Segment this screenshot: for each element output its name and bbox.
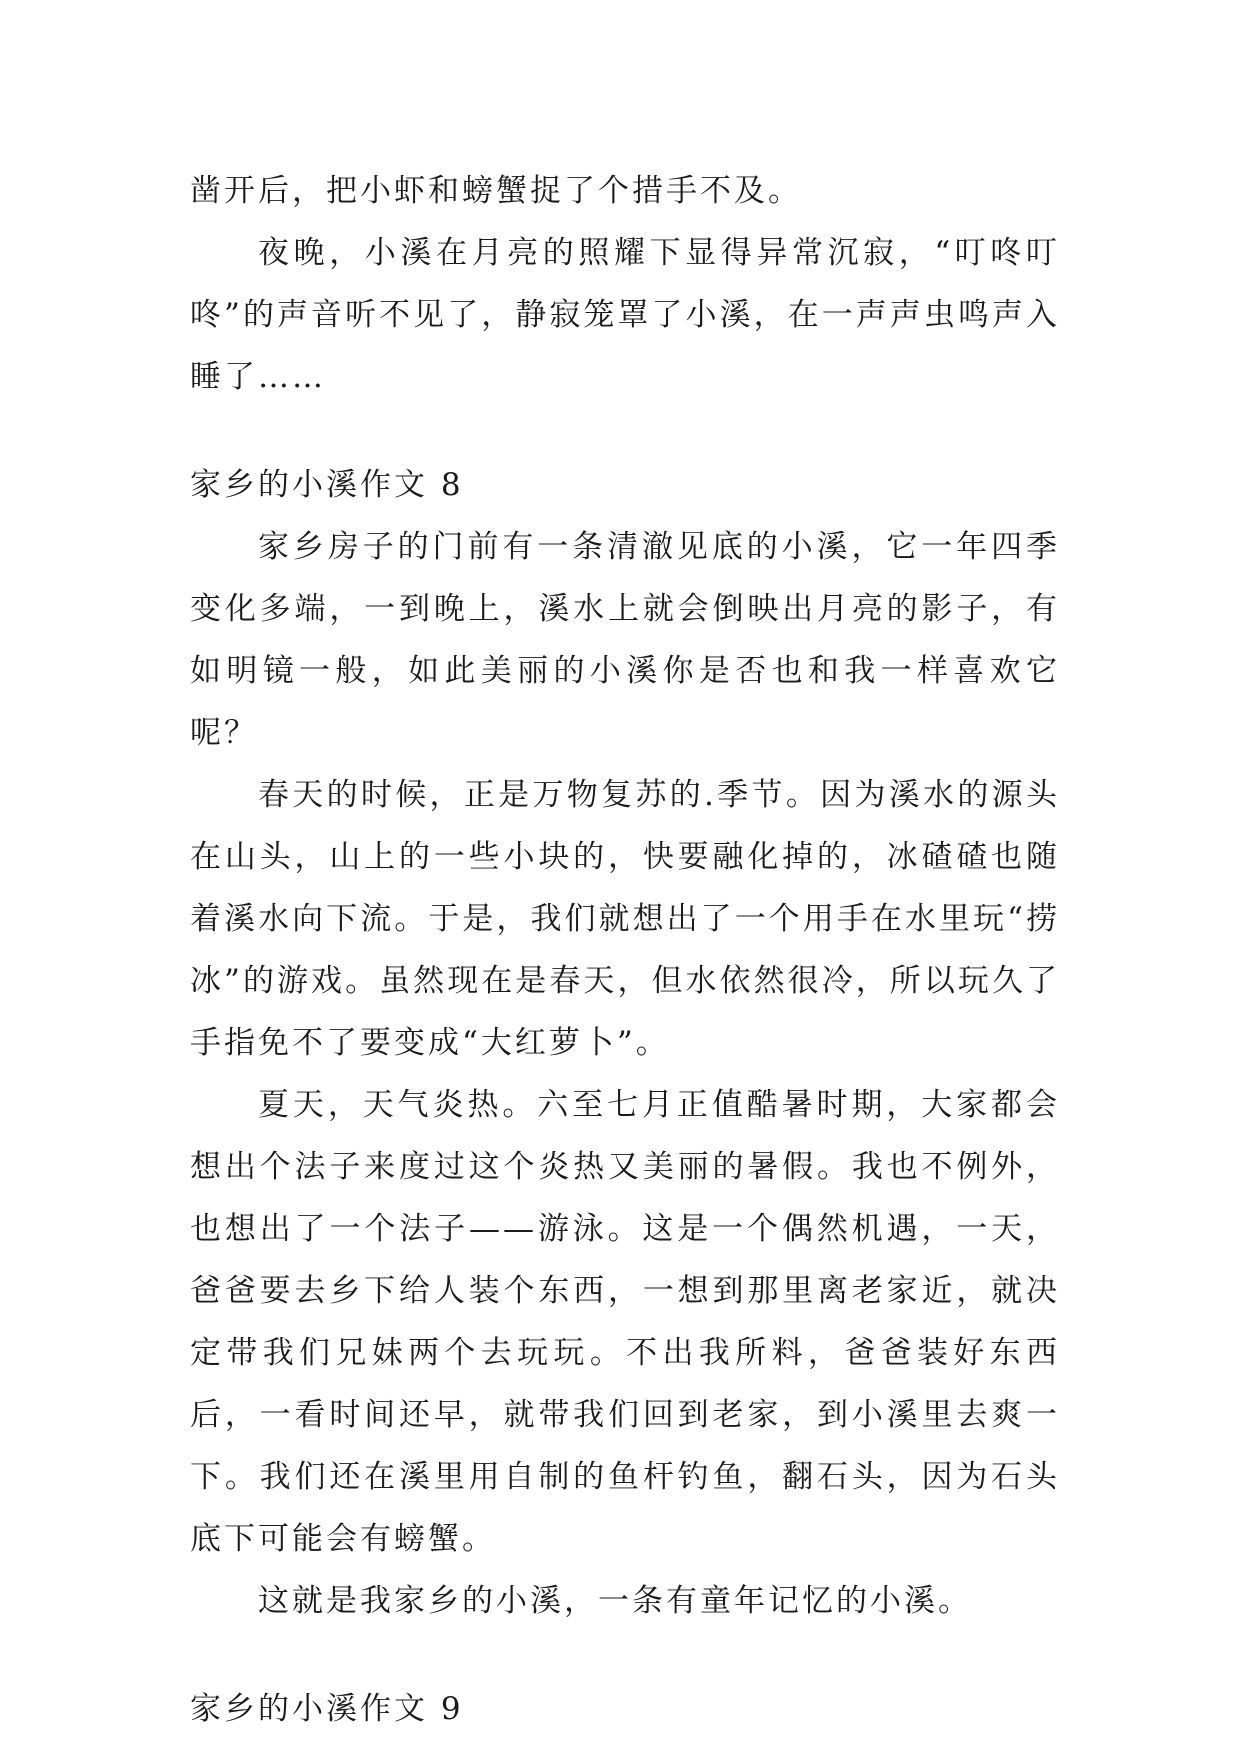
section-heading-8: 家乡的小溪作文 8 <box>190 467 464 503</box>
document-body <box>190 160 1060 1740</box>
section-gap <box>190 1632 1060 1678</box>
paragraph-summer: 夏天，天气炎热。六至七月正值酷暑时期，大家都会想出个法子来度过这个炎热又美丽的暑假。我也不例外，也想出了一个法子——游泳。这是一个偶然机遇，一天，爸爸要去乡下给人装个东西，一想到那里离老家近，就决定带我们兄妹两个去玩玩。不出我所料，爸爸装好东西后，一看时间还早，就带我们回到老家，到小溪里去爽一下。我们还在溪里用自制的鱼杆钓鱼，翻石头，因为石头底下可能会有螃蟹。 <box>190 1087 1060 1557</box>
paragraph-conclusion: 这就是我家乡的小溪，一条有童年记忆的小溪。 <box>258 1583 972 1619</box>
paragraph-intro: 家乡房子的门前有一条清澈见底的小溪，它一年四季变化多端，一到晚上，溪水上就会倒映出月亮的影子，有如明镜一般，如此美丽的小溪你是否也和我一样喜欢它呢？ <box>190 529 1060 751</box>
paragraph-spring: 春天的时候，正是万物复苏的.季节。因为溪水的源头在山头，山上的一些小块的，快要融化掉的，冰碴碴也随着溪水向下流。于是，我们就想出了一个用手在水里玩“捞冰”的游戏。虽然现在是春天，但水依然很冷，所以玩久了手指免不了要变成“大红萝卜”。 <box>190 777 1060 1061</box>
section-gap <box>190 408 1060 454</box>
paragraph-night: 夜晚，小溪在月亮的照耀下显得异常沉寂，“叮咚叮咚”的声音听不见了，静寂笼罩了小溪，在一声声虫鸣声入睡了…… <box>190 235 1060 395</box>
paragraph-continued: 凿开后，把小虾和螃蟹捉了个措手不及。 <box>190 173 802 209</box>
section-heading-9: 家乡的小溪作文 9 <box>190 1691 464 1727</box>
